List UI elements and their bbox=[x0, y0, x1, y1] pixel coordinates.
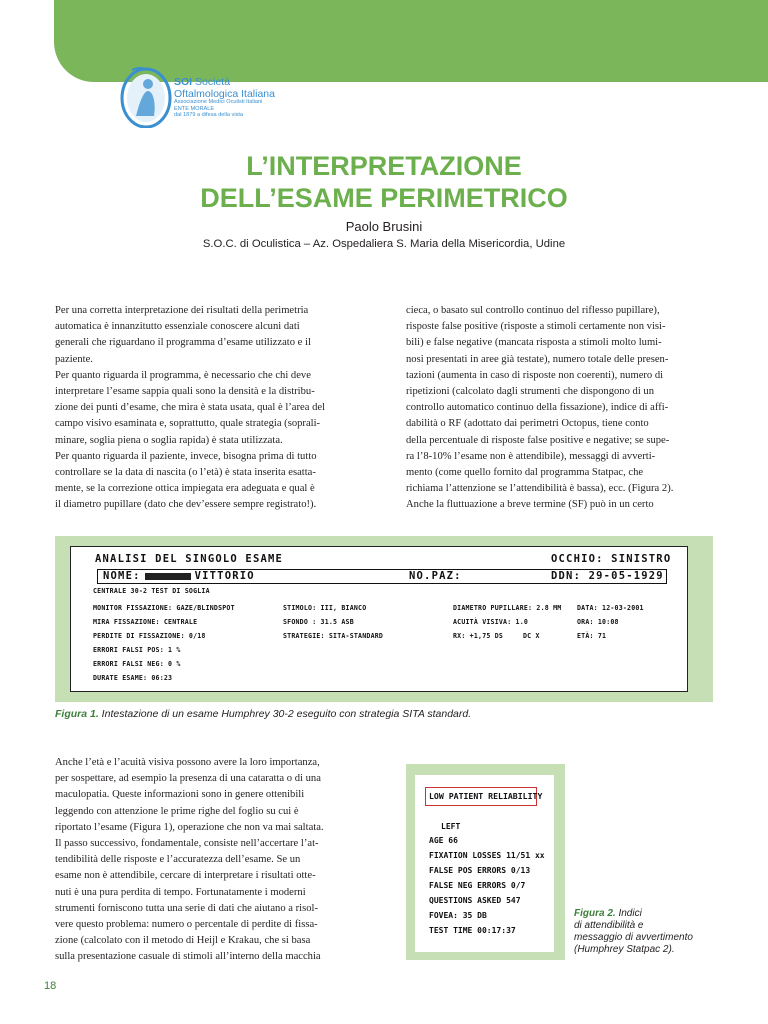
redacted-name bbox=[145, 573, 191, 580]
fig1-r1c1: MONITOR FISSAZIONE: GAZE/BLINDSPOT bbox=[93, 604, 235, 612]
fig1-r2c3: ACUITÀ VISIVA: 1.0 bbox=[453, 618, 529, 626]
figure-1-caption bbox=[55, 708, 713, 720]
fig1-r1c3: DIAMETRO PUPILLARE: 2.8 MM bbox=[453, 604, 562, 612]
text-line: zione dei punti d’esame, che mira è stata usata, qual è l’area del bbox=[55, 402, 326, 414]
author: Paolo Brusini bbox=[345, 219, 423, 234]
logo-oftalmologica: Oftalmologica Italiana bbox=[174, 87, 275, 100]
fig1-r2c4: ORA: 10:08 bbox=[577, 618, 619, 626]
fig1-r3c4: ETÀ: 71 bbox=[577, 632, 607, 640]
fig1-r3c1: PERDITE DI FISSAZIONE: 0/18 bbox=[93, 632, 206, 640]
fig1-r3c3: RX: +1,75 DS bbox=[453, 632, 504, 640]
fig2-caption-l1: Indici bbox=[615, 908, 642, 919]
fig2-line: QUESTIONS ASKED 547 bbox=[429, 896, 521, 905]
soi-emblem-icon bbox=[118, 64, 174, 128]
fig1-false-neg: ERRORI FALSI NEG: 0 % bbox=[93, 660, 181, 668]
title-line-1: L’INTERPRETAZIONE bbox=[246, 151, 522, 181]
text-line: sulla presentazione casuale di stimoli all’interno della macchia bbox=[55, 951, 321, 963]
text-line: nuti è una pura perdita di tempo. Fortunatamente i moderni bbox=[55, 886, 306, 898]
text-line: interpretare l’esame sappia quali sono la densità e la distribu- bbox=[55, 386, 315, 398]
text-line: esame non è attendibile, cercare di interpretare i risultati otte- bbox=[55, 870, 316, 882]
text-line: minare, soglia piena o soglia rapida) è stata utilizzata. bbox=[55, 434, 283, 446]
text-line: Anche la fluttuazione a breve termine (SF) può in un certo bbox=[406, 499, 654, 511]
text-line: Anche l’età e l’acuità visiva possono avere la loro importanza, bbox=[55, 757, 320, 768]
fig2-line: AGE 66 bbox=[429, 836, 458, 845]
column-1 bbox=[55, 303, 362, 514]
fig2-line: FALSE NEG ERRORS 0/7 bbox=[429, 881, 526, 890]
text-line: Per una corretta interpretazione dei risultati della perimetria bbox=[55, 305, 309, 316]
fig2-caption-l3: messaggio di avvertimento bbox=[574, 932, 693, 943]
text-line: richiama l’attenzione se l’attendibilità è bassa), ecc. (Figura 2). bbox=[406, 483, 674, 495]
fig2-line: FALSE POS ERRORS 0/13 bbox=[429, 866, 531, 875]
fig1-r3c3b: DC X bbox=[523, 632, 540, 640]
text-line: nosi presentati in aree già testate), numero totale delle presen- bbox=[406, 353, 669, 365]
text-line: Per quanto riguarda il programma, è necessario che chi deve bbox=[55, 369, 311, 381]
text-line: della percentuale di risposte false positive e negative; se supe- bbox=[406, 434, 670, 446]
figure-2-caption bbox=[574, 908, 734, 956]
text-line: paziente. bbox=[55, 353, 93, 365]
text-line: mente, se la correzione ottica impiegata era adeguata e qual è bbox=[55, 483, 315, 495]
text-line: il diametro pupillare (dato che dev’essere sempre registrato!). bbox=[55, 499, 317, 511]
text-line: vere questo problema: numero o percentale di perdite di fissa- bbox=[55, 919, 318, 931]
text-line: automatica è innanzitutto essenziale conoscere alcuni dati bbox=[55, 321, 300, 333]
fig2-caption-l4: (Humphrey Statpac 2). bbox=[574, 944, 675, 955]
text-line: strumenti forniscono tutta una serie di dati che aiutano a risol- bbox=[55, 902, 319, 914]
soi-logo bbox=[118, 62, 328, 132]
fig1-nopaz: NO.PAZ: bbox=[409, 570, 462, 582]
fig2-line: LEFT bbox=[441, 822, 461, 831]
fig1-false-pos: ERRORI FALSI POS: 1 % bbox=[93, 646, 181, 654]
fig1-r1c4: DATA: 12-03-2001 bbox=[577, 604, 644, 612]
text-line: ripetizioni (calcolato dagli strumenti che dispongono di un bbox=[406, 386, 655, 398]
text-line: Il passo successivo, fondamentale, consiste nell’accertare l’at- bbox=[55, 838, 319, 850]
logo-soi: SOI bbox=[174, 76, 193, 88]
logo-societa: Società bbox=[195, 76, 231, 88]
fig1-caption-label: Figura 1. bbox=[55, 708, 99, 720]
fig2-line: TEST TIME 00:17:37 bbox=[429, 926, 516, 935]
text-line: zione (calcolato con il metodo di Heijl e Krakau, che si basa bbox=[55, 935, 311, 947]
text-line: tazioni (aumenta in caso di risposte non coerenti), numero di bbox=[406, 369, 664, 381]
column-2 bbox=[406, 303, 713, 514]
fig1-caption-text: Intestazione di un esame Humphrey 30-2 eseguito con strategia SITA standard. bbox=[98, 708, 472, 720]
text-line: controllo automatico continuo della fissazione), indice di affi- bbox=[406, 402, 669, 414]
fig1-header-right: OCCHIO: SINISTRO bbox=[551, 553, 672, 565]
low-reliability-warning: LOW PATIENT RELIABILITY bbox=[429, 791, 543, 801]
text-line: ra l’8-10% l’esame non è attendibile), messaggi di avverti- bbox=[406, 450, 656, 462]
text-line: bili) e false negative (mancata risposta a stimoli molto lumi- bbox=[406, 337, 662, 349]
fig1-ddn: DDN: 29-05-1929 bbox=[551, 570, 664, 582]
logo-sub1: Associazione Medici Oculisti Italiani bbox=[174, 99, 263, 105]
fig2-caption-label: Figura 2. bbox=[574, 908, 616, 919]
text-line: risposte false positive (risposte a stimoli certamente non visi- bbox=[406, 321, 666, 333]
fig2-line: FOVEA: 35 DB bbox=[429, 911, 487, 920]
figure-1-printout bbox=[70, 546, 688, 692]
text-line: controllare se la data di nascita (o l’età) è stata inserita esatta- bbox=[55, 467, 316, 479]
fig1-header-left: ANALISI DEL SINGOLO ESAME bbox=[95, 553, 284, 565]
logo-sub3: dal 1879 a difesa della vista bbox=[174, 112, 244, 119]
fig1-r2c2: SFONDO : 31.5 ASB bbox=[283, 618, 354, 626]
affiliation: S.O.C. di Oculistica – Az. Ospedaliera S. Maria della Misericordia, Udine bbox=[202, 238, 566, 250]
text-line: cieca, o basato sul controllo continuo del riflesso pupillare), bbox=[406, 305, 660, 316]
text-line: tendibilità delle risposte e l’accuratezza dell’esame. Se un bbox=[55, 854, 301, 866]
fig1-r3c2: STRATEGIE: SITA-STANDARD bbox=[283, 632, 384, 640]
logo-sub2: ENTE MORALE bbox=[174, 105, 215, 112]
text-line: Per quanto riguarda il paziente, invece, bisogna prima di tutto bbox=[55, 450, 317, 462]
text-line: dabilità o RF (adottato dai perimetri Octopus, tiene conto bbox=[406, 418, 649, 430]
figure-2-printout bbox=[415, 775, 554, 952]
fig1-test: CENTRALE 30-2 TEST DI SOGLIA bbox=[93, 587, 210, 595]
article-title bbox=[0, 150, 768, 214]
fig1-duration: DURATE ESAME: 06:23 bbox=[93, 674, 173, 682]
fig2-line: FIXATION LOSSES 11/51 xx bbox=[429, 851, 545, 860]
fig1-r2c1: MIRA FISSAZIONE: CENTRALE bbox=[93, 618, 198, 626]
fig1-name-value: VITTORIO bbox=[194, 570, 255, 582]
page-number: 18 bbox=[44, 980, 57, 992]
text-line: per sospettare, ad esempio la presenza di una cataratta o di una bbox=[55, 773, 321, 785]
text-line: mento (come quello fornito dal programma Statpac, che bbox=[406, 467, 644, 479]
column-3 bbox=[55, 755, 362, 966]
text-line: campo visivo esaminata e, soprattutto, quale strategia (soprali- bbox=[55, 418, 321, 430]
title-line-2: DELL’ESAME PERIMETRICO bbox=[200, 183, 568, 213]
text-line: generali che riguardano il programma d’esame utilizzato e il bbox=[55, 337, 311, 349]
fig1-r1c2: STIMOLO: III, BIANCO bbox=[283, 604, 367, 612]
fig2-caption-l2: di attendibilità e bbox=[574, 920, 644, 931]
text-line: maculopatia. Queste informazioni sono in genere ottenibili bbox=[55, 789, 305, 801]
text-line: riportato l’esame (Figura 1), operazione che non va mai saltata. bbox=[55, 821, 324, 833]
text-line: leggendo con attenzione le prime righe del foglio su cui è bbox=[55, 805, 299, 817]
fig1-name-label: NOME: bbox=[103, 570, 141, 582]
